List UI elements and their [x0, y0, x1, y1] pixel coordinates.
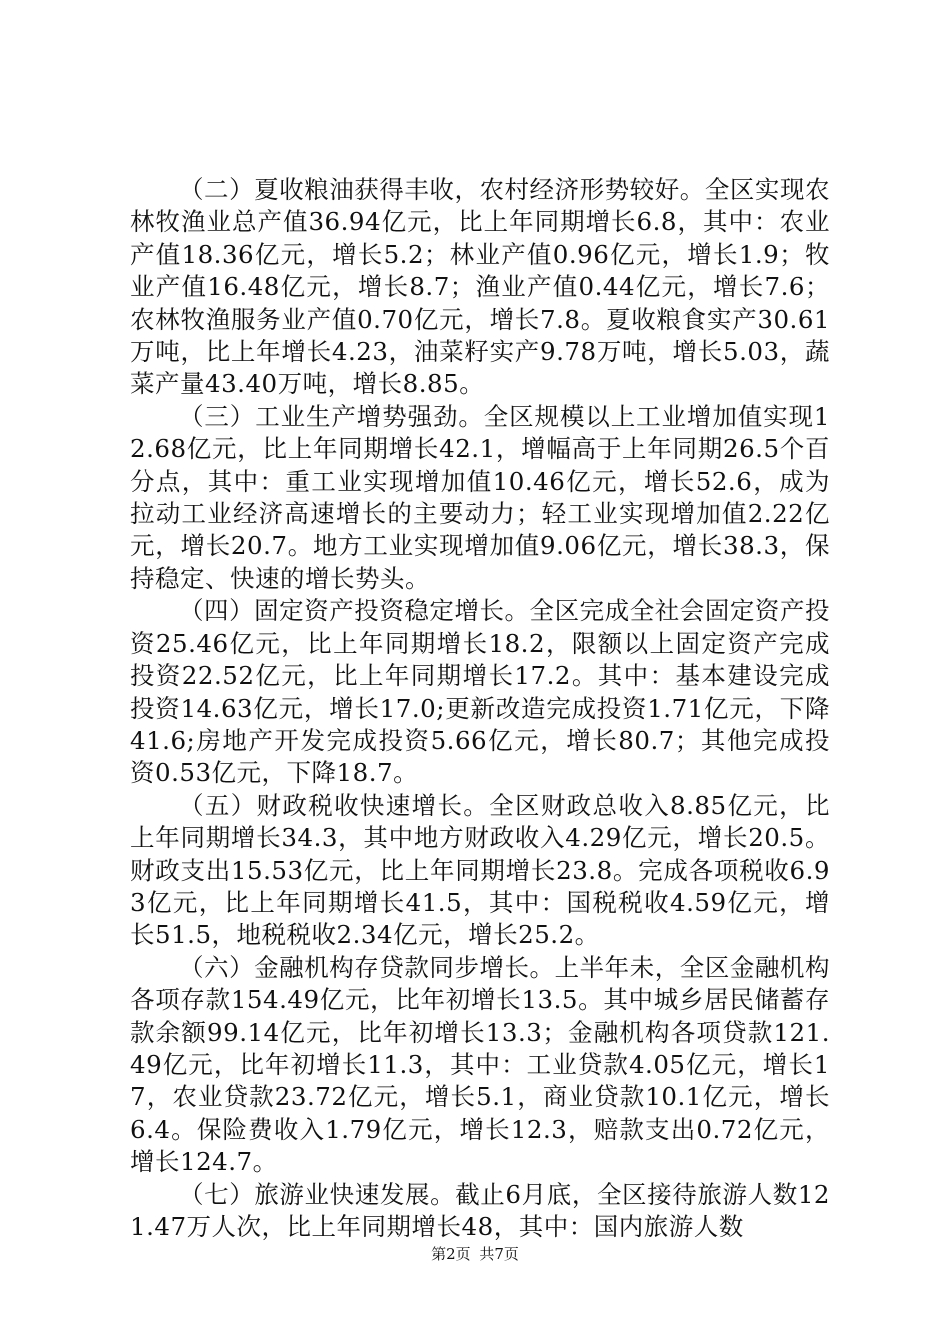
total-page-count: 共7页 [479, 1245, 519, 1263]
document-body [130, 174, 830, 1243]
paragraph-fiscal-tax: （五）财政税收快速增长。全区财政总收入8.85亿元，比上年同期增长34.3，其中地方财政收入4.29亿元，增长20.5。财政支出15.53亿元，比上年同期增长23.8。完成各项税收6.93亿元，比上年同期增长41.5，其中：国税税收4.59亿元，增长51.5，地税税收2.34亿元，增长25.2。 [130, 790, 830, 950]
paragraph-summer-harvest: （二）夏收粮油获得丰收，农村经济形势较好。全区实现农林牧渔业总产值36.94亿元，比上年同期增长6.8，其中：农业产值18.36亿元，增长5.2；林业产值0.96亿元，增长1.9；牧业产值16.48亿元，增长8.7；渔业产值0.44亿元，增长7.6；农林牧渔服务业产值0.70亿元，增长7.8。夏收粮食实产30.61万吨，比上年增长4.23，油菜籽实产9.78万吨，增长5.03，蔬菜产量43.40万吨，增长8.85。 [130, 175, 830, 399]
page-footer [0, 1244, 950, 1264]
paragraph-industry: （三）工业生产增势强劲。全区规模以上工业增加值实现12.68亿元，比上年同期增长42.1，增幅高于上年同期26.5个百分点，其中：重工业实现增加值10.46亿元，增长52.6，成为拉动工业经济高速增长的主要动力；轻工业实现增加值2.22亿元，增长20.7。地方工业实现增加值9.06亿元，增长38.3，保持稳定、快速的增长势头。 [130, 401, 830, 593]
paragraph-tourism: （七）旅游业快速发展。截止6月底，全区接待旅游人数121.47万人次，比上年同期增长48，其中：国内旅游人数 [130, 1179, 830, 1241]
paragraph-fixed-investment: （四）固定资产投资稳定增长。全区完成全社会固定资产投资25.46亿元，比上年同期增长18.2，限额以上固定资产完成投资22.52亿元，比上年同期增长17.2。其中：基本建设完成投资14.63亿元，增长17.0;更新改造完成投资1.71亿元，下降41.6;房地产开发完成投资5.66亿元，增长80.7；其他完成投资0.53亿元，下降18.7。 [130, 596, 830, 788]
current-page-number: 第2页 [431, 1245, 471, 1263]
paragraph-finance: （六）金融机构存贷款同步增长。上半年未，全区金融机构各项存款154.49亿元，比年初增长13.5。其中城乡居民储蓄存款余额99.14亿元，比年初增长13.3；金融机构各项贷款121.49亿元，比年初增长11.3，其中：工业贷款4.05亿元，增长17，农业贷款23.72亿元，增长5.1，商业贷款10.1亿元，增长6.4。保险费收入1.79亿元，增长12.3，赔款支出0.72亿元，增长124.7。 [130, 952, 830, 1177]
